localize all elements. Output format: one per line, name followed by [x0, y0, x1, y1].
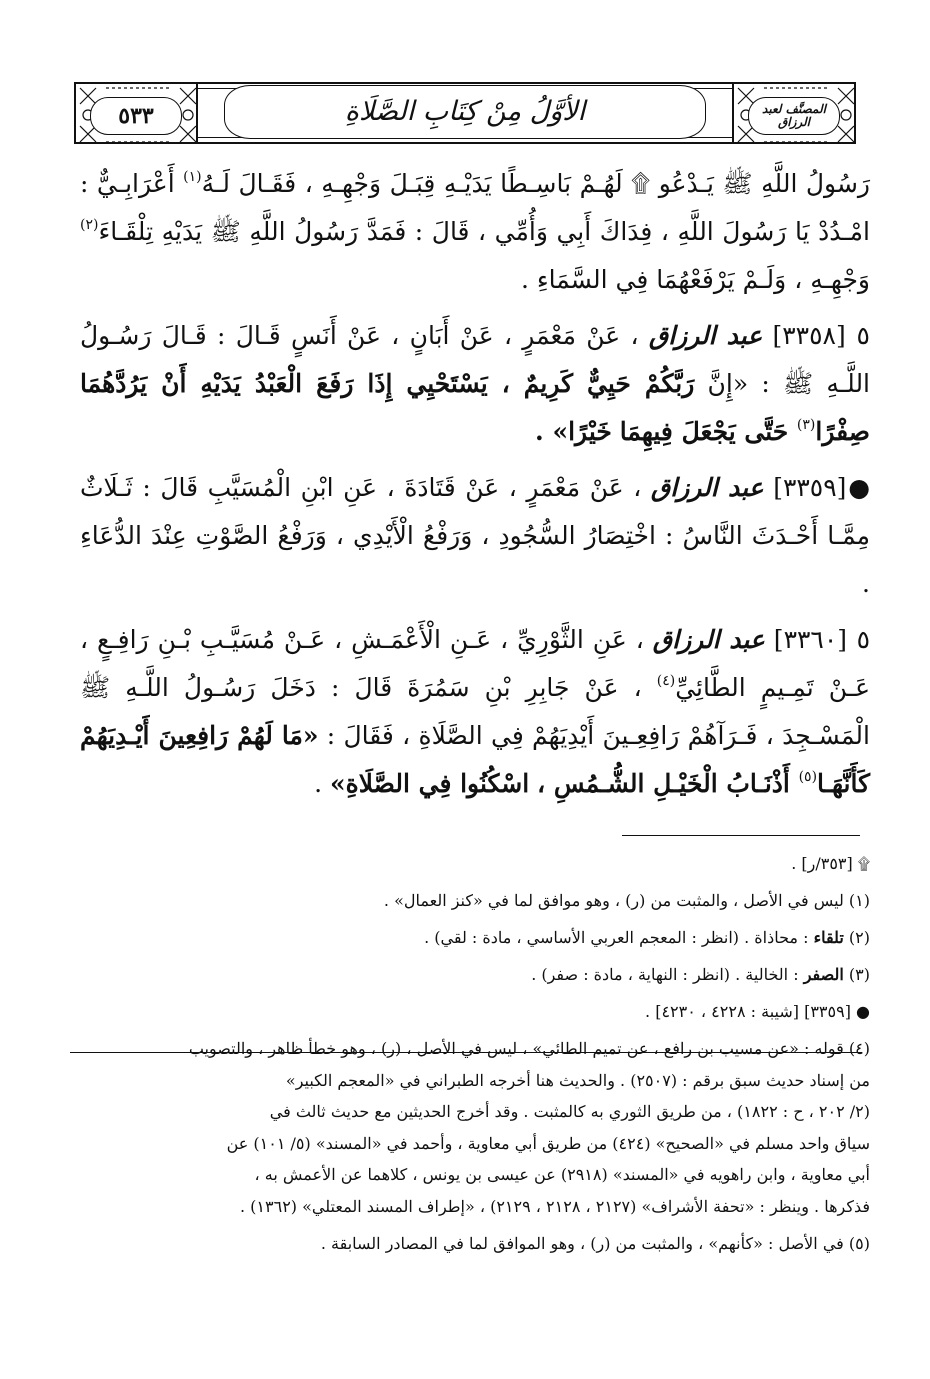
footnote-1: (١) ليس في الأصل ، والمثبت من (ر) ، وهو موافق لما في «كنز العمال» . [383, 891, 870, 910]
chapter-title: الأوَّلُ مِنْ كِتَابِ الصَّلَاةِ [344, 95, 586, 127]
hadith-marker: ٥ [856, 321, 870, 350]
footnote-text: : الخالية . (انظر : النهاية ، مادة : صفر) . [531, 965, 799, 984]
hadith-number: [٣٣٥٨] [772, 321, 846, 350]
footnote-3 [80, 959, 870, 990]
footnote-line: (٢/ ٢٠٢ ، ح : ١٨٢٢) ، من طريق الثوري به كالمثبت . وقد أخرج الحديثين مع حديث ثالث في [269, 1102, 870, 1121]
matn-text: رَبَّكُمْ حَيِيٌّ كَرِيمٌ ، يَسْتَحْيِي إِذَا رَفَعَ الْعَبْدُ يَدَيْهِ أَنْ يَرُدَّهُمَا صِفْرًا [80, 369, 870, 446]
footnote-2 [80, 922, 870, 953]
matn-text: أَذْنَـابُ الْخَيْـلِ الشُّـمُسِ ، [537, 769, 799, 798]
matn-text: اسْكُنُوا فِي الصَّلَاةِ» [330, 769, 530, 798]
footnote-line: (٤) قوله : «عن مسيب بن رافع ، عن تميم الطائي» ، ليس في الأصل ، (ر) ، وهو خطأ ظاهر ، والتصويب [188, 1039, 870, 1058]
hadith-marker: ● [848, 473, 871, 502]
isnad-text: الطَّائِيِّ [675, 673, 746, 702]
narrator-name: عبد الرزاق [652, 625, 765, 654]
matn-text: «مَا لَهُمْ رَافِعِينَ أَيْـدِيَهُمْ كَأَنَّهَـا [80, 721, 870, 798]
book-emblem: المصنَّف لعبد الرزاق [748, 97, 840, 135]
text-line: وَجْهِـهِ ، وَلَـمْ [742, 265, 870, 294]
matn-text: خَيْرًا» . [535, 417, 612, 446]
text-line: ، عَنْ مَعْمَرٍ ، عَنْ قَتَادَةَ ، عَنِ ابْنِ الْمُسَيَّبِ قَالَ : ثَـلَاثٌ مِمَّـا أَحْـدَثَ [80, 473, 870, 550]
footnote-text: : محاذاة . (انظر : المعجم العربي الأساسي ، مادة : لقي) . [424, 928, 809, 947]
hadith-3360 [80, 616, 870, 808]
footnote-ref[interactable]: (٥) [798, 768, 818, 785]
glossed-word: الصفر [803, 965, 844, 984]
text-line: يَا رَسُولَ اللَّهِ ، فِدَاكَ أَبِي وَأُمِّي ، قَالَ : فَمَدَّ رَسُولُ اللَّهِ ﷺ يَدَيْهِ تِلْقَـاءَ [98, 217, 810, 246]
footnote-line: فذكرها . وينظر : «تحفة الأشراف» (٢١٢٧ ، ٢١٢٨ ، ٢١٢٩) ، «إطراف المسند المعتلي» (١٣٦٢) . [240, 1196, 870, 1216]
footnote-line: سياق واحد مسلم في «الصحيح» (٤٢٤) من طريق أبي معاوية ، وأحمد في «المسند» (٥/ ١٠١) عن [226, 1133, 870, 1153]
isnad-text: ، عَنِ الثَّوْرِيِّ ، عَـنِ الْأَعْمَـشِ ، عَـنْ مُسَيَّـبِ بْـنِ رَافِـعٍ ، عَـنْ تَمِـيمٍ [80, 625, 871, 702]
text-line: النَّاسُ : اخْتِصَارُ السُّجُودِ ، وَرَفْعُ الْأَيْدِي ، وَرَفْعُ الصَّوْتِ عِنْدَ الدُّعَاءِ . [80, 521, 870, 598]
footnote-ref[interactable]: (١) [183, 168, 202, 185]
matn-text: حَتَّى يَجْعَلَ فِيهِمَا [619, 417, 797, 446]
isnad-text: ، عَنْ جَابِرِ بْنِ سَمُرَةَ قَالَ : دَخَلَ رَسُـولُ اللَّـهِ ﷺ الْمَسْـجِدَ ، فَـرَآهُمْ رَافِعِـينَ [80, 673, 870, 750]
text-line: أَيْدِيَهُمْ فِي الصَّلَاةِ ، فَقَالَ : [318, 721, 595, 750]
text-line: أَعْرَابِـيٌّ : امْـدُدْ [80, 169, 870, 246]
footnote-line: من إسناد حديث سبق برقم : (٢٥٠٧) . والحديث هنا أخرجه الطبراني في «المعجم الكبير» [285, 1070, 870, 1090]
footnotes [80, 848, 870, 1265]
footnote-4 [80, 1033, 870, 1222]
footnote-ref[interactable]: (٣) [796, 416, 816, 433]
narrator-name: عبد الرزاق [648, 321, 763, 350]
hadith-number: [٣٣٦٠] [773, 625, 848, 654]
main-text [80, 160, 870, 814]
text-line: . [314, 769, 331, 798]
footnote-number: (٢) [848, 928, 870, 947]
narrator-name: عبد الرزاق [650, 473, 764, 502]
hadith-number: [٣٣٥٩] [773, 473, 847, 502]
footnote-5: (٥) في الأصل : «كأنهم» ، والمثبت من (ر) ، وهو الموافق لما في المصادر السابقة . [320, 1234, 870, 1253]
source-ref: ● [٣٣٥٩] [شيبة : ٤٢٢٨ ، ٤٢٣٠] . [645, 1002, 870, 1021]
hadith-marker: ٥ [856, 625, 871, 654]
footnote-number: (٣) [848, 965, 870, 984]
isnad-text: ، عَنْ مَعْمَرٍ ، عَنْ أَبَانٍ ، عَنْ أَنَسٍ قَـالَ : قَـالَ رَسُـولُ اللَّـهِ ﷺ : «إِنَّ [80, 321, 871, 398]
hadith-3359 [80, 464, 870, 608]
footnote-ref[interactable]: (٢) [80, 216, 99, 233]
book-emblem-ornament [732, 82, 856, 144]
text-line: رَسُولُ اللَّهِ ﷺ يَـدْعُو ۩ لَهُـمْ بَاسِـطًا يَدَيْـهِ قِبَـلَ وَجْهِـهِ ، فَقَـالَ لَـهُ [201, 169, 870, 198]
footnote-separator [622, 835, 860, 836]
hadith-3358 [80, 312, 870, 456]
footnote-ref[interactable]: (٤) [656, 672, 676, 689]
source-ref: ۩ [٣٥٣/ر] . [791, 854, 870, 873]
text-line: يَرْفَعْهُمَا فِي السَّمَاءِ . [521, 265, 735, 294]
running-header [74, 82, 856, 144]
page-number-ornament [74, 82, 198, 144]
glossed-word: تلقاء [813, 928, 844, 947]
footnote-line: أبي معاوية ، وابن راهويه في «المسند» (٢٩١٨) عن عيسى بن يونس ، كلاهما عن الأعمش به ، [254, 1165, 870, 1184]
paragraph-continued [80, 160, 870, 304]
page-number: ٥٣٣ [90, 97, 182, 135]
footnote-divider [70, 1052, 862, 1053]
